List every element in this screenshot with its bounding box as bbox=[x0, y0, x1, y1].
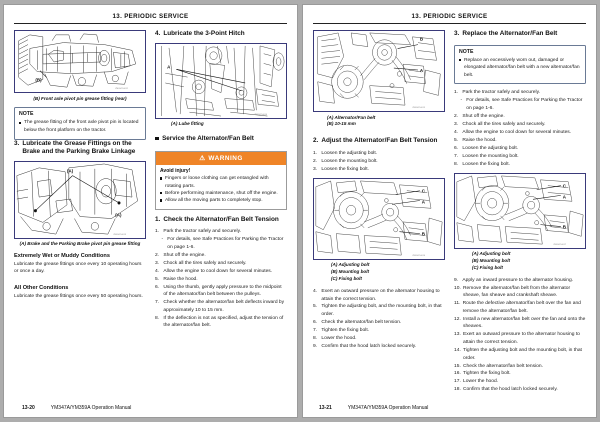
step-text: Loosen the mounting bolt. bbox=[462, 153, 519, 159]
warning-item: Allow all the moving parts to completely stop. bbox=[160, 197, 282, 204]
adjust-figure-caption-c: (C) Fixing bolt bbox=[331, 276, 362, 282]
section-1-title: Check the Alternator/Fan Belt Tension bbox=[163, 215, 279, 223]
warning-bar bbox=[156, 152, 286, 165]
step-text: Park the tractor safely and securely. bbox=[462, 90, 541, 96]
svg-text:ZM0347-0016: ZM0347-0016 bbox=[412, 254, 426, 257]
substep-dash: - bbox=[460, 98, 463, 104]
step-item bbox=[454, 129, 586, 137]
step-item bbox=[313, 335, 445, 343]
substep-item bbox=[454, 97, 586, 112]
note-item: The grease fitting of the front axle pivot pin is located below the front platform on the tractor. bbox=[19, 119, 141, 134]
warning-label: WARNING bbox=[208, 154, 243, 162]
step-item bbox=[155, 268, 287, 276]
step-item bbox=[313, 150, 445, 158]
section-1-number: 1. bbox=[155, 215, 161, 223]
left-page-header: 13. PERIODIC SERVICE bbox=[14, 13, 287, 24]
step-index: 11. bbox=[454, 301, 461, 307]
step-item bbox=[454, 153, 586, 161]
figure-callout-C: C bbox=[562, 183, 566, 189]
adjust-tension-steps-before bbox=[313, 150, 445, 174]
step-index: 13. bbox=[454, 332, 461, 338]
replace-belt-steps-before bbox=[454, 89, 586, 168]
section-3r-title: Replace the Alternator/Fan Belt bbox=[462, 30, 558, 37]
step-item bbox=[454, 161, 586, 169]
substep-text: For details, see Safe Practices for Parking the Tractor on page 1-6. bbox=[466, 98, 583, 111]
step-text: Allow the engine to cool down for several minutes. bbox=[462, 129, 572, 135]
section-3r-number: 3. bbox=[454, 30, 460, 37]
note-item: Replace an excessively worn out, damaged or elongated alternator/fan belt with a new alternator/fan belt. bbox=[459, 57, 581, 80]
step-index: 14. bbox=[454, 347, 461, 353]
step-item bbox=[454, 285, 586, 300]
step-index: 3. bbox=[454, 121, 459, 127]
step-index: 15. bbox=[454, 363, 461, 369]
figure-callout-A: A bbox=[419, 67, 424, 73]
step-index: 4. bbox=[155, 268, 160, 274]
step-text: Loosen the mounting bolt. bbox=[321, 158, 378, 164]
figure-callout-B: (B) bbox=[35, 77, 42, 83]
step-item bbox=[313, 166, 445, 174]
right-page-number: 13-21 bbox=[319, 405, 332, 411]
step-item bbox=[313, 319, 445, 327]
left-page-left-column bbox=[14, 30, 146, 401]
heading-service-alternator-fan-belt bbox=[155, 135, 287, 142]
replace-figure-caption-b: (B) Mounting bolt bbox=[472, 257, 511, 263]
left-page bbox=[3, 4, 298, 418]
right-page-left-column bbox=[313, 30, 445, 401]
heading-section-4 bbox=[155, 30, 287, 39]
step-index: 7. bbox=[313, 328, 318, 333]
step-item bbox=[155, 276, 287, 284]
step-index: 2. bbox=[313, 158, 318, 164]
step-item bbox=[155, 299, 287, 314]
step-index: 7. bbox=[454, 153, 459, 159]
step-text: Remove the alternator/fan belt from the alternator sheave, fan sheave and crankshaft sheave. bbox=[463, 285, 571, 299]
step-text: Confirm that the hood latch locked securely. bbox=[321, 343, 417, 349]
step-index: 10. bbox=[454, 285, 461, 291]
step-text: Tighten the fixing bolt. bbox=[463, 371, 511, 377]
heading-section-2-adjust-tension bbox=[313, 137, 445, 146]
svg-text:ZM0347-0017: ZM0347-0017 bbox=[553, 243, 567, 246]
step-text: Exert an outward pressure on the alternator housing to attain the correct tension. bbox=[321, 288, 440, 302]
step-text: Loosen the fixing bolt. bbox=[462, 161, 510, 167]
figure-callout-A: A bbox=[421, 199, 425, 205]
step-item bbox=[313, 288, 445, 303]
section-3-number: 3. bbox=[14, 139, 20, 147]
step-index: 17. bbox=[454, 379, 461, 385]
note-title-replace: NOTE bbox=[459, 48, 474, 55]
step-text: Using the thumb, gently apply pressure to the midpoint of the alternator/fan belt between the pulleys. bbox=[163, 284, 282, 298]
step-index: 8. bbox=[155, 315, 160, 321]
adjust-figure-caption-b: (B) Mounting bolt bbox=[331, 269, 370, 275]
step-text: Tighten the adjusting bolt, and the mounting bolt, in that order. bbox=[321, 304, 442, 318]
step-item bbox=[454, 331, 586, 346]
step-text: Check the alternator/fan belt tension. bbox=[321, 320, 402, 326]
warning-body bbox=[156, 165, 286, 209]
step-index: 2. bbox=[454, 113, 459, 119]
subtext-all-other: Lubricate the grease fittings once every 50 operating hours. bbox=[14, 293, 143, 299]
note-title: NOTE bbox=[19, 111, 34, 118]
warning-item: Before performing maintenance, shut off the engine. bbox=[160, 190, 282, 197]
section-2-title: Adjust the Alternator/Fan Belt Tension bbox=[321, 137, 438, 145]
substep-dash: - bbox=[161, 237, 164, 243]
step-index: 5. bbox=[155, 276, 160, 282]
svg-text:ZM0347-0014: ZM0347-0014 bbox=[254, 113, 268, 116]
step-text: Apply an inward pressure to the alternator housing. bbox=[462, 277, 574, 283]
step-item bbox=[454, 145, 586, 153]
section-2-number: 2. bbox=[313, 137, 319, 145]
warning-lead: Avoid injury! bbox=[160, 167, 191, 174]
step-item bbox=[454, 300, 586, 315]
warning-triangle-icon: ⚠ bbox=[199, 155, 206, 163]
step-index: 2. bbox=[155, 252, 160, 258]
step-index: 7. bbox=[155, 300, 160, 306]
right-page-header: 13. PERIODIC SERVICE bbox=[313, 13, 586, 24]
step-index: 8. bbox=[313, 335, 318, 341]
step-item bbox=[155, 260, 287, 268]
step-index: 3. bbox=[155, 260, 160, 266]
step-text: Loosen the adjusting bolt. bbox=[462, 145, 519, 151]
figure-callout-A: A bbox=[167, 63, 171, 70]
step-item bbox=[313, 343, 445, 351]
section-4-title: Lubricate the 3-Point Hitch bbox=[163, 30, 245, 37]
step-text: Shut off the engine. bbox=[163, 252, 206, 258]
step-text: Allow the engine to cool down for several minutes. bbox=[163, 268, 273, 274]
step-text: Chock all the tires safely and securely. bbox=[462, 121, 546, 127]
figure-2-caption: (A) Brake and the Parking Brake pivot pin grease fitting bbox=[19, 241, 141, 247]
step-text: Confirm that the hood latch locked securely. bbox=[463, 387, 558, 393]
step-index: 6. bbox=[155, 284, 160, 290]
figure-callout-B: B bbox=[562, 223, 566, 230]
step-item bbox=[454, 89, 586, 97]
step-text: If the deflection is not as specified, adjust the tension of the alternator/fan belt. bbox=[163, 315, 284, 329]
replace-figure-caption-c: (C) Fixing bolt bbox=[472, 264, 503, 270]
figure-callout-C: C bbox=[421, 188, 425, 194]
step-index: 1. bbox=[454, 90, 459, 96]
svg-text:ZM0347-0013: ZM0347-0013 bbox=[113, 233, 127, 236]
substep-text: For details, see Safe Practices for Parking the Tractor on page 1-6. bbox=[167, 237, 284, 250]
adjust-figure-caption-a: (A) Adjusting bolt bbox=[331, 262, 370, 268]
step-text: Check the alternator/fan belt tension. bbox=[463, 363, 543, 369]
step-item bbox=[454, 363, 586, 371]
step-item bbox=[454, 121, 586, 129]
section-4-number: 4. bbox=[155, 30, 161, 37]
step-index: 9. bbox=[454, 277, 459, 283]
note-list bbox=[19, 119, 141, 134]
step-item bbox=[454, 316, 586, 331]
right-page-right-column bbox=[454, 30, 586, 401]
step-item bbox=[155, 228, 287, 236]
step-index: 8. bbox=[454, 161, 459, 167]
step-item bbox=[313, 158, 445, 166]
step-index: 1. bbox=[313, 150, 318, 156]
figure-callout-B: B bbox=[419, 36, 424, 42]
svg-text:ZM0347-0012: ZM0347-0012 bbox=[115, 88, 128, 91]
step-item bbox=[155, 284, 287, 299]
step-index: 16. bbox=[454, 371, 461, 377]
figure-3-caption: (A) Lube fitting bbox=[171, 121, 204, 127]
subheading-all-other: All Other Conditions bbox=[14, 285, 69, 292]
service-heading-text: Service the Alternator/Fan Belt bbox=[162, 135, 254, 143]
step-text: Install a new alternator/fan belt over the fan and onto the sheaves. bbox=[463, 316, 586, 330]
step-item bbox=[454, 137, 586, 145]
step-index: 3. bbox=[313, 166, 318, 172]
heading-section-3-replace-belt bbox=[454, 30, 586, 39]
step-item bbox=[454, 386, 586, 394]
step-index: 6. bbox=[313, 320, 318, 326]
note-box-front-axle bbox=[14, 107, 146, 139]
step-item bbox=[313, 327, 445, 335]
step-text: Raise the hood. bbox=[163, 276, 198, 282]
heading-section-1-check-tension bbox=[155, 216, 287, 225]
square-bullet-icon bbox=[155, 137, 159, 141]
step-item bbox=[313, 303, 445, 318]
step-index: 9. bbox=[313, 343, 318, 349]
note-list-replace bbox=[459, 57, 581, 80]
figure-alternator-fan-belt bbox=[313, 30, 445, 112]
right-page bbox=[302, 4, 597, 418]
step-text: Exert an outward pressure to the alternator housing to attain the correct tension. bbox=[463, 332, 580, 345]
step-item bbox=[454, 277, 586, 285]
figure-callout-A: A bbox=[562, 193, 566, 199]
step-item bbox=[155, 252, 287, 260]
right-page-footer bbox=[313, 401, 586, 411]
figure-front-axle-pivot bbox=[14, 30, 146, 93]
step-item bbox=[454, 347, 586, 362]
step-text: Tighten the fixing bolt. bbox=[321, 328, 370, 333]
step-text: Shut off the engine. bbox=[462, 113, 505, 119]
figure-brake-linkage bbox=[14, 161, 146, 239]
step-index: 5. bbox=[313, 304, 318, 310]
step-item bbox=[155, 315, 287, 330]
step-index: 1. bbox=[155, 229, 160, 235]
figure-callout-B: B bbox=[421, 231, 425, 237]
figure-3-point-hitch bbox=[155, 43, 287, 119]
replace-belt-steps-after bbox=[454, 277, 586, 395]
step-item bbox=[454, 378, 586, 386]
step-item bbox=[454, 113, 586, 121]
section-3-title: Lubricate the Grease Fittings on the Brake and the Parking Brake Linkage bbox=[22, 139, 136, 156]
right-page-manual-name: YM347A/YM359A Operation Manual bbox=[347, 405, 429, 411]
heading-section-3 bbox=[14, 140, 146, 157]
step-text: Raise the hood. bbox=[462, 137, 497, 143]
check-tension-steps bbox=[155, 228, 287, 330]
step-text: Lower the hood. bbox=[321, 335, 357, 341]
figure-1-caption: (B) Front axle pivot pin grease fitting (rear) bbox=[33, 95, 127, 101]
figure-callout-A-2: (A) bbox=[115, 212, 122, 218]
step-index: 6. bbox=[454, 145, 459, 151]
subtext-extremely-wet: Lubricate the grease fittings once every 10 operating hours or once a day. bbox=[14, 261, 142, 275]
step-index: 18. bbox=[454, 387, 461, 393]
step-text: Route the defective alternator/fan belt over the fan and remove the alternator/fan belt. bbox=[462, 301, 581, 314]
figure-alternator-caption-line2: (B) 10-15 mm bbox=[327, 121, 356, 127]
svg-text:ZM0347-0015: ZM0347-0015 bbox=[412, 107, 426, 110]
step-index: 4. bbox=[313, 288, 318, 294]
adjust-tension-steps-after bbox=[313, 288, 445, 351]
substep-item bbox=[155, 236, 287, 251]
step-text: Loosen the fixing bolt. bbox=[321, 166, 369, 172]
figure-alternator-caption-line1: (A) Alternator/Fan belt bbox=[327, 114, 376, 120]
warning-item: Fingers or loose clothing can get entangled with rotating parts. bbox=[160, 175, 282, 190]
step-text: Check whether the alternator/fan belt deflects inward by approximately 10 to 15 mm. bbox=[163, 300, 285, 313]
left-page-manual-name: YM347A/YM359A Operation Manual bbox=[50, 405, 132, 411]
figure-adjust-bolts bbox=[313, 178, 445, 260]
step-index: 4. bbox=[454, 129, 459, 135]
figure-replace-bolts bbox=[454, 173, 586, 249]
figure-callout-A-1: (A) bbox=[67, 168, 74, 174]
step-text: Chock all the tires safely and securely. bbox=[163, 260, 247, 266]
warning-list bbox=[160, 175, 282, 204]
step-text: Tighten the adjusting bolt and the mounting bolt, in that order. bbox=[463, 347, 582, 361]
left-page-footer bbox=[14, 401, 287, 411]
step-index: 5. bbox=[454, 137, 459, 143]
replace-figure-caption-a: (A) Adjusting bolt bbox=[472, 251, 511, 256]
left-page-number: 13-20 bbox=[22, 405, 35, 411]
step-text: Park the tractor safely and securely. bbox=[163, 229, 242, 235]
left-page-right-column bbox=[155, 30, 287, 401]
step-index: 12. bbox=[454, 316, 461, 322]
subheading-extremely-wet: Extremely Wet or Muddy Conditions bbox=[14, 253, 110, 260]
step-text: Lower the hood. bbox=[463, 379, 499, 385]
step-item bbox=[454, 370, 586, 378]
note-box-replace-belt bbox=[454, 45, 586, 85]
warning-box bbox=[155, 151, 287, 210]
step-text: Loosen the adjusting bolt. bbox=[321, 150, 378, 156]
